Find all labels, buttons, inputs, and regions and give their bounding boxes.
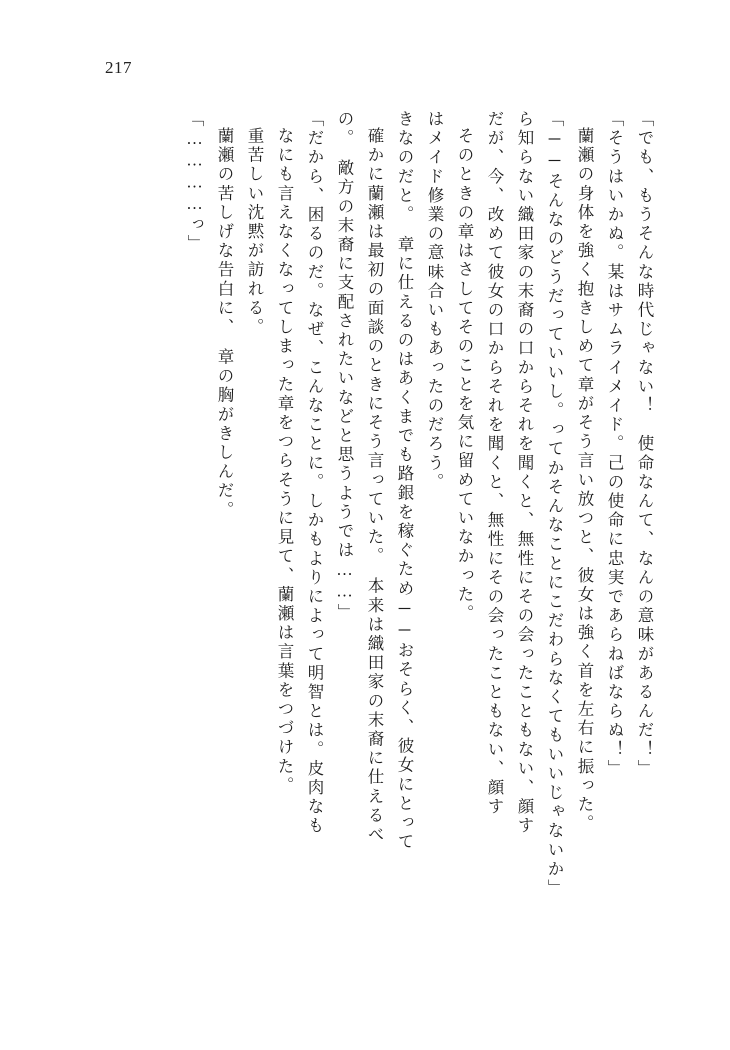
text-line: ら知らない織田家の末裔の口からそれを聞くと、無性にその会ったこともない、顔す [515,110,534,836]
text-line: だが、今、改めて彼女の口からそれを聞くと、無性にその会ったこともない、顔す [485,110,504,817]
page-number: 217 [105,58,132,77]
text-line: 「──そんなのどうだっていいし。ってかそんなことにこだわらなくてもいいじゃないか」 [545,110,564,899]
text-line: はメイド修業の意味合いもあったのだろう。 [425,110,444,492]
text-line: 「でも、もうそんな時代じゃない！ 使命なんて、なんの意味があるんだ！」 [635,110,654,779]
vertical-body-text [68,110,652,988]
text-line: 「そうはいかぬ。某はサムライメイド。己の使命に忠実であらねばならぬ！」 [605,110,624,779]
text-line: なにも言えなくなってしまった章をつらそうに見て、蘭瀬は言葉をつづけた。 [275,127,294,796]
text-line: 「…………っ」 [185,110,204,254]
text-line: の。 敵方の末裔に支配されたいなどと思うようでは……」 [335,110,354,623]
text-line: 確かに蘭瀬は最初の面談のときにそう言っていた。 本来は織田家の末裔に仕えるべ [365,127,384,845]
text-line: そのときの章はさしてそのことを気に留めていなかった。 [455,127,474,624]
text-line: きなのだと。 章に仕えるのはあくまでも路銀を稼ぐため──おそらく、彼女にとって [395,110,414,852]
text-line: 重苦しい沈黙が訪れる。 [245,127,264,338]
text-line: 蘭瀬の身体を強く抱きしめて章がそう言い放つと、彼女は強く首を左右に振った。 [575,127,594,834]
text-line: 「だから、困るのだ。なぜ、こんなことに。しかもよりによって明智とは。皮肉なも [305,110,324,836]
text-line: 蘭瀬の苦しげな告白に、 章の胸がきしんだ。 [215,127,234,520]
